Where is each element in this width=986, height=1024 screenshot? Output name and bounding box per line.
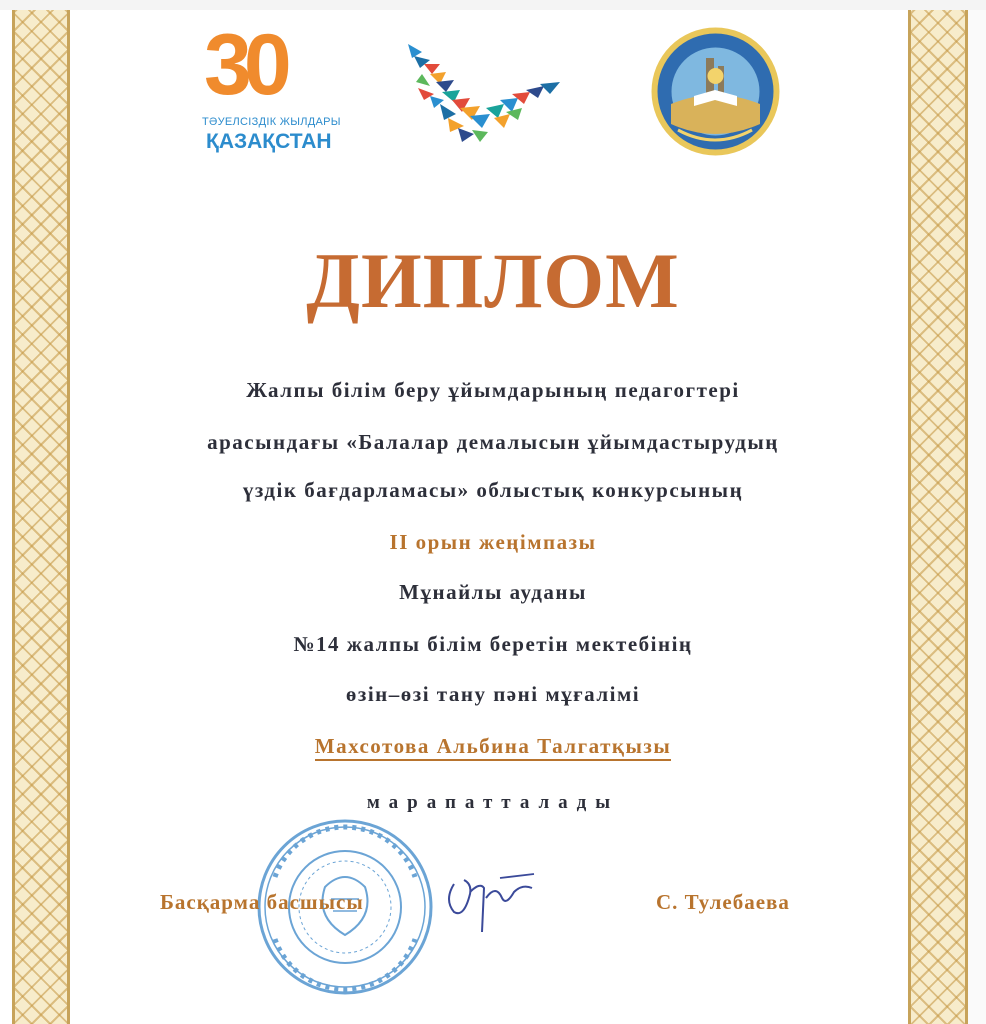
recipient-name	[0, 734, 986, 759]
awarded-label: марапатталады	[366, 792, 620, 813]
logo-30-caption: ТӘУЕЛСІЗДІК ЖЫЛДАРЫ	[202, 116, 341, 128]
school-label: №14 жалпы білім беретін мектебінің	[293, 632, 693, 656]
regional-education-seal-icon	[648, 24, 783, 159]
signer-name: С. Тулебаева	[656, 890, 790, 914]
recipient-name-text: Махсотова Альбина Талгатқызы	[315, 734, 671, 761]
handwritten-signature	[440, 862, 540, 942]
top-strip	[0, 0, 986, 10]
diploma-title: ДИПЛОМ	[306, 237, 680, 324]
place-label: II орын жеңімпазы	[389, 530, 597, 554]
subject-label: өзін–өзі тану пәні мұғалімі	[345, 682, 641, 706]
logo-30-country: ҚАЗАҚСТАН	[206, 130, 332, 153]
logo-30-number: 30	[204, 17, 284, 113]
signature-position-label: Басқарма басшысы	[160, 890, 364, 914]
eagle-mosaic-icon	[400, 34, 570, 154]
ornamental-border-left	[12, 10, 70, 1024]
award-description-line-2: арасындағы «Балалар демалысын ұйымдастырудың	[207, 430, 779, 454]
award-description-line-3: үздік бағдарламасы» облыстық конкурсының	[242, 478, 744, 502]
ornamental-border-right	[908, 10, 968, 1024]
page-edge	[968, 10, 986, 1024]
award-description-line-1: Жалпы білім беру ұйымдарының педагогтері	[246, 378, 740, 402]
independence-30-logo	[200, 17, 341, 154]
district-label: Мұнайлы ауданы	[399, 580, 587, 604]
